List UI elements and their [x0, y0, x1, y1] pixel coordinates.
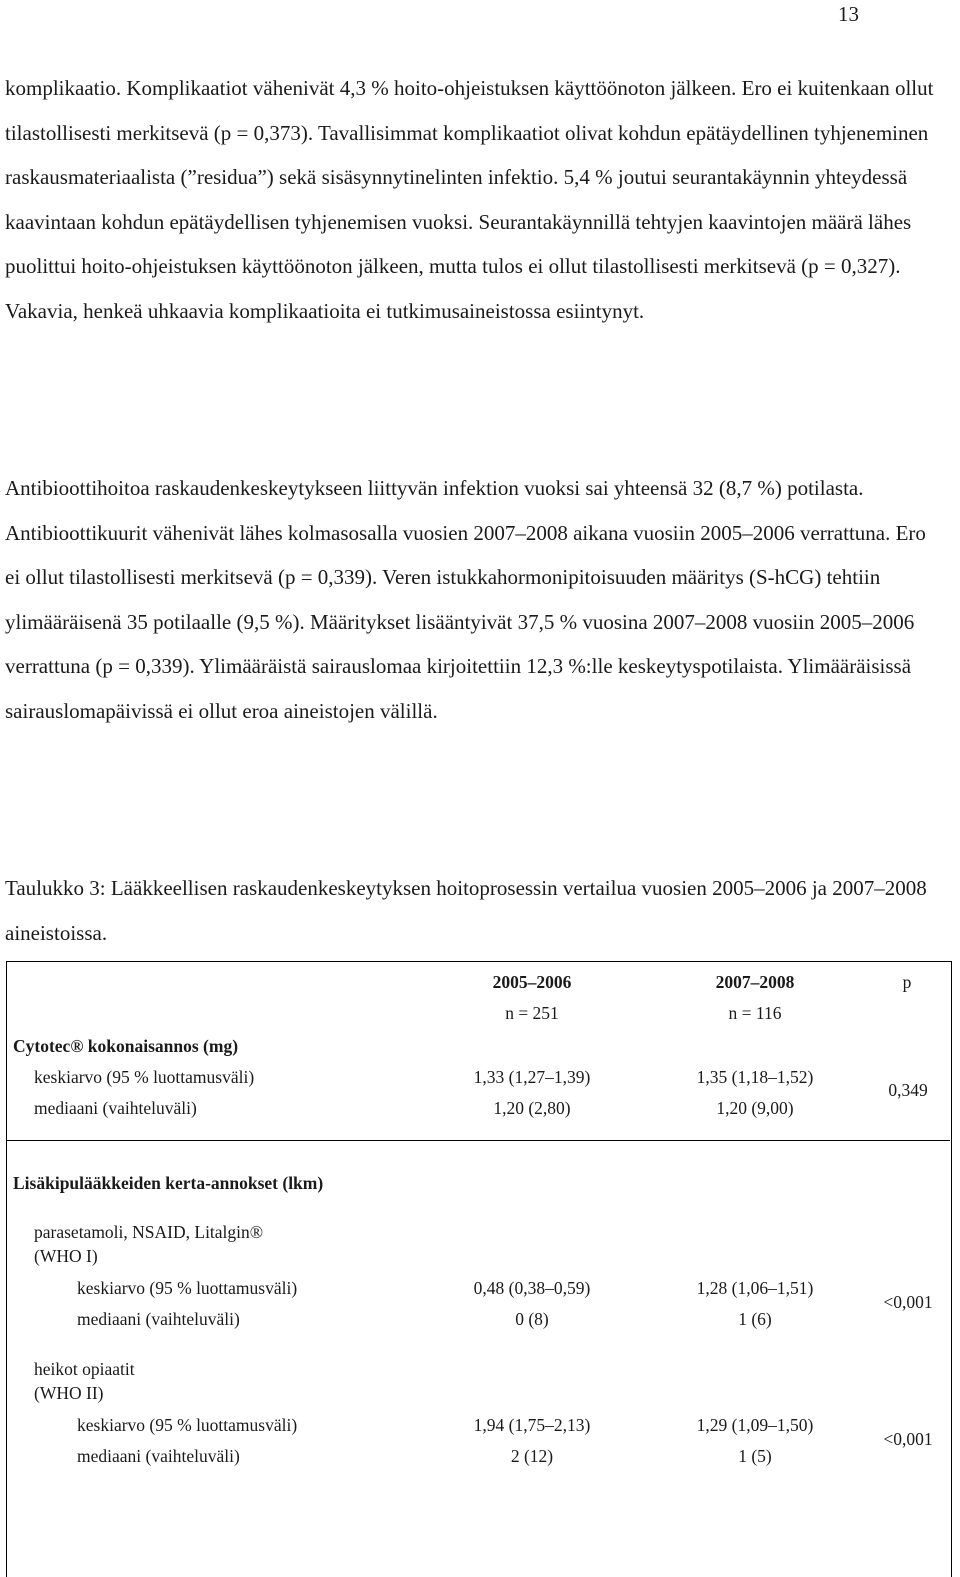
header-period-2007-2008: 2007–2008: [715, 972, 795, 992]
row-value-2005-2006: 1,94 (1,75–2,13): [473, 1415, 591, 1435]
header-n-2007-2008: n = 116: [728, 1003, 782, 1023]
row-value-2005-2006: 2 (12): [510, 1446, 554, 1466]
row-label: mediaani (vaihteluväli): [77, 1309, 240, 1329]
paragraph-antibiotics: Antibioottihoitoa raskaudenkeskeytykseen liittyvän infektion vuoksi sai yhteensä 32 (8,7 %) potilasta. Antibioottikuurit vähenivät lähes kolmasosalla vuosien 2007–2008 aikana vuosiin 2005–2006 verrattuna. Ero ei ollut tilastollisesti merkitsevä (p = 0,339). Veren istukkahormonipitoisuuden määritys (S-hCG) tehtiin ylimääräisenä 35 potilaalle (9,5 %). Määritykset lisääntyivät 37,5 % vuosina 2007–2008 vuosiin 2005–2006 verrattuna (p = 0,339). Ylimääräistä sairauslomaa kirjoitettiin 12,3 %:lle keskeytyspotilaista. Ylimääräisissä sairauslomapäivissä ei ollut eroa aineistojen välillä.: [5, 476, 926, 723]
p-value-who1: <0,001: [883, 1292, 933, 1312]
row-label: mediaani (vaihteluväli): [77, 1446, 240, 1466]
row-value-2007-2008: 1,35 (1,18–1,52): [696, 1067, 814, 1087]
group-class-who2: (WHO II): [34, 1383, 104, 1403]
group-name-who1: parasetamoli, NSAID, Litalgin®: [34, 1222, 264, 1242]
row-label: mediaani (vaihteluväli): [34, 1098, 197, 1118]
row-value-2007-2008: 1 (6): [738, 1309, 772, 1329]
table-caption: Taulukko 3: Lääkkeellisen raskaudenkeskeytyksen hoitoprosessin vertailua vuosien 2005–2006 ja 2007–2008 aineistoissa.: [5, 876, 927, 945]
section-title-cytotec: Cytotec® kokonaisannos (mg): [13, 1036, 239, 1056]
p-value-who2: <0,001: [883, 1429, 933, 1449]
row-value-2005-2006: 0 (8): [515, 1309, 549, 1329]
row-value-2007-2008: 1,29 (1,09–1,50): [696, 1415, 814, 1435]
section-divider: [7, 1140, 950, 1141]
paragraph-complications: komplikaatio. Komplikaatiot vähenivät 4,3 % hoito-ohjeistuksen käyttöönoton jälkeen. Ero ei kuitenkaan ollut tilastollisesti merkitsevä (p = 0,373). Tavallisimmat komplikaatiot olivat kohdun epätäydellinen tyhjeneminen raskausmateriaalista (”residua”) sekä sisäsynnytinelinten infektio. 5,4 % joutui seurantakäynnin yhteydessä kaavintaan kohdun epätäydellisen tyhjenemisen vuoksi. Seurantakäynnillä tehtyjen kaavintojen määrä lähes puolittui hoito-ohjeistuksen käyttöönoton jälkeen, mutta tulos ei ollut tilastollisesti merkitsevä (p = 0,327). Vakavia, henkeä uhkaavia komplikaatioita ei tutkimusaineistossa esiintynyt.: [5, 76, 934, 323]
row-value-2005-2006: 1,33 (1,27–1,39): [473, 1067, 591, 1087]
row-label: keskiarvo (95 % luottamusväli): [34, 1067, 255, 1087]
row-value-2007-2008: 1,20 (9,00): [716, 1098, 794, 1118]
page-number: 13: [838, 2, 859, 26]
row-value-2007-2008: 1,28 (1,06–1,51): [696, 1278, 814, 1298]
row-label: keskiarvo (95 % luottamusväli): [77, 1278, 298, 1298]
group-name-who2: heikot opiaatit: [34, 1359, 135, 1379]
p-value-cytotec: 0,349: [888, 1080, 928, 1100]
row-value-2005-2006: 0,48 (0,38–0,59): [473, 1278, 591, 1298]
header-period-2005-2006: 2005–2006: [492, 972, 572, 992]
header-n-2005-2006: n = 251: [505, 1003, 559, 1023]
header-p: p: [902, 972, 912, 992]
row-value-2007-2008: 1 (5): [738, 1446, 772, 1466]
row-label: keskiarvo (95 % luottamusväli): [77, 1415, 298, 1435]
section-title-analgesics: Lisäkipulääkkeiden kerta-annokset (lkm): [13, 1173, 324, 1193]
row-value-2005-2006: 1,20 (2,80): [493, 1098, 571, 1118]
comparison-table: [6, 961, 952, 1577]
group-class-who1: (WHO I): [34, 1246, 98, 1266]
